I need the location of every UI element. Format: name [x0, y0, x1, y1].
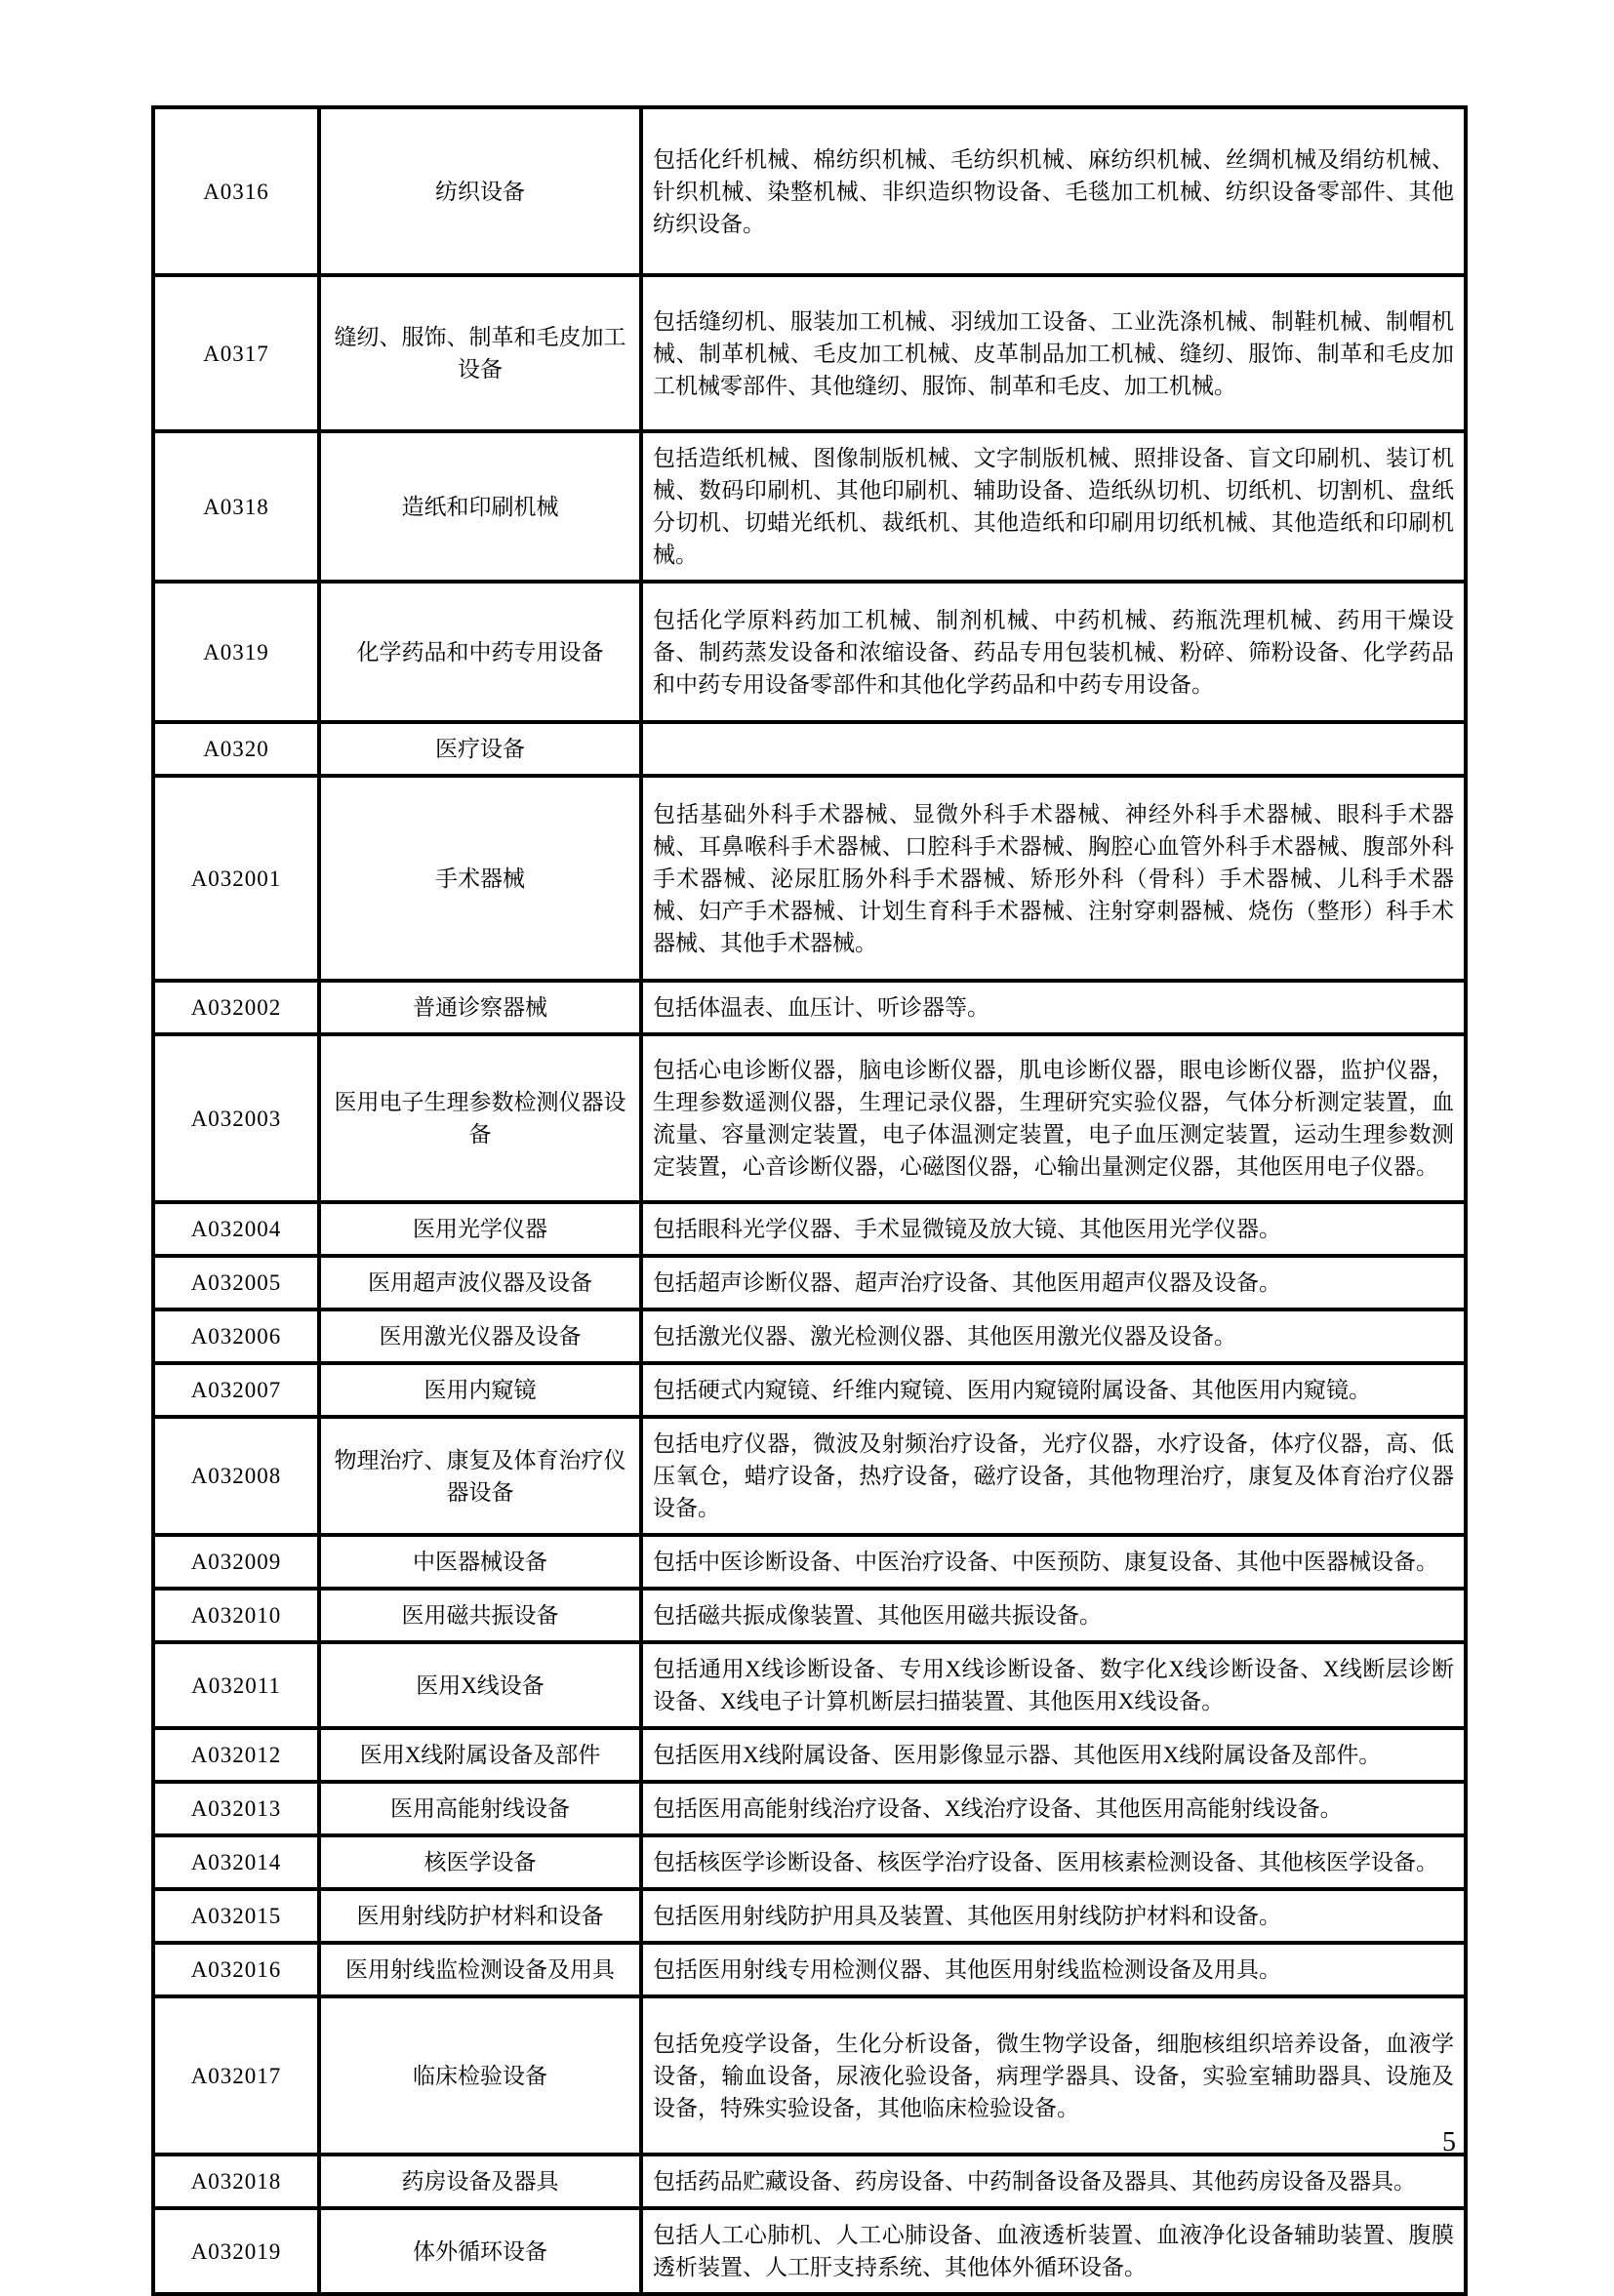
row-code-cell: A032009	[153, 1535, 319, 1589]
table-row	[153, 582, 1466, 722]
row-description-cell: 包括医用射线专用检测仪器、其他医用射线监检测设备及用具。	[641, 1943, 1466, 1996]
table-row	[153, 776, 1466, 981]
table-row	[153, 1782, 1466, 1835]
row-description-cell	[641, 722, 1466, 776]
table-row	[153, 107, 1466, 275]
row-code-cell: A032001	[153, 776, 319, 981]
row-description-cell: 包括医用X线附属设备、医用影像显示器、其他医用X线附属设备及部件。	[641, 1728, 1466, 1782]
table-row	[153, 1996, 1466, 2155]
table-row	[153, 1642, 1466, 1728]
table-row	[153, 2155, 1466, 2208]
row-code-cell: A0320	[153, 722, 319, 776]
page-number: 5	[1442, 2127, 1456, 2157]
table-row	[153, 1256, 1466, 1309]
table-row	[153, 1943, 1466, 1996]
row-name-cell: 普通诊察器械	[319, 981, 641, 1034]
row-code-cell: A032008	[153, 1417, 319, 1535]
row-description-cell: 包括激光仪器、激光检测仪器、其他医用激光仪器及设备。	[641, 1309, 1466, 1363]
row-description-cell: 包括免疫学设备，生化分析设备，微生物学设备，细胞核组织培养设备，血液学设备，输血设备，尿液化验设备，病理学器具、设备，实验室辅助器具、设施及设备，特殊实验设备，其他临床检验设备。	[641, 1996, 1466, 2155]
row-code-cell: A032007	[153, 1363, 319, 1417]
row-description-cell: 包括化学原料药加工机械、制剂机械、中药机械、药瓶洗理机械、药用干燥设备、制药蒸发设备和浓缩设备、药品专用包装机械、粉碎、筛粉设备、化学药品和中药专用设备零部件和其他化学药品和中药专用设备。	[641, 582, 1466, 722]
row-name-cell: 造纸和印刷机械	[319, 431, 641, 582]
row-name-cell: 医用光学仪器	[319, 1202, 641, 1256]
row-description-cell: 包括基础外科手术器械、显微外科手术器械、神经外科手术器械、眼科手术器械、耳鼻喉科手术器械、口腔科手术器械、胸腔心血管外科手术器械、腹部外科手术器械、泌尿肛肠外科手术器械、矫形外科（骨科）手术器械、儿科手术器械、妇产手术器械、计划生育科手术器械、注射穿刺器械、烧伤（整形）科手术器械、其他手术器械。	[641, 776, 1466, 981]
equipment-classification-table	[151, 105, 1468, 2296]
row-name-cell: 药房设备及器具	[319, 2155, 641, 2208]
row-code-cell: A032018	[153, 2155, 319, 2208]
table-row	[153, 1589, 1466, 1642]
row-description-cell: 包括造纸机械、图像制版机械、文字制版机械、照排设备、盲文印刷机、装订机械、数码印刷机、其他印刷机、辅助设备、造纸纵切机、切纸机、切割机、盘纸分切机、切蜡光纸机、裁纸机、其他造纸和印刷用切纸机械、其他造纸和印刷机械。	[641, 431, 1466, 582]
table-row	[153, 1309, 1466, 1363]
row-description-cell: 包括磁共振成像装置、其他医用磁共振设备。	[641, 1589, 1466, 1642]
row-code-cell: A032015	[153, 1889, 319, 1943]
row-description-cell: 包括中医诊断设备、中医治疗设备、中医预防、康复设备、其他中医器械设备。	[641, 1535, 1466, 1589]
table-row	[153, 431, 1466, 582]
row-name-cell: 医用高能射线设备	[319, 1782, 641, 1835]
table-row	[153, 1202, 1466, 1256]
table-row	[153, 275, 1466, 431]
row-name-cell: 中医器械设备	[319, 1535, 641, 1589]
row-code-cell: A032019	[153, 2208, 319, 2294]
row-name-cell: 纺织设备	[319, 107, 641, 275]
row-description-cell: 包括医用高能射线治疗设备、X线治疗设备、其他医用高能射线设备。	[641, 1782, 1466, 1835]
row-code-cell: A032013	[153, 1782, 319, 1835]
table-row	[153, 2208, 1466, 2294]
row-name-cell: 医用磁共振设备	[319, 1589, 641, 1642]
row-description-cell: 包括硬式内窥镜、纤维内窥镜、医用内窥镜附属设备、其他医用内窥镜。	[641, 1363, 1466, 1417]
row-description-cell: 包括核医学诊断设备、核医学治疗设备、医用核素检测设备、其他核医学设备。	[641, 1835, 1466, 1889]
row-code-cell: A032003	[153, 1034, 319, 1202]
row-code-cell: A032012	[153, 1728, 319, 1782]
row-description-cell: 包括眼科光学仪器、手术显微镜及放大镜、其他医用光学仪器。	[641, 1202, 1466, 1256]
row-description-cell: 包括医用射线防护用具及装置、其他医用射线防护材料和设备。	[641, 1889, 1466, 1943]
row-code-cell: A032002	[153, 981, 319, 1034]
row-code-cell: A0317	[153, 275, 319, 431]
row-name-cell: 医用电子生理参数检测仪器设备	[319, 1034, 641, 1202]
row-code-cell: A032005	[153, 1256, 319, 1309]
row-description-cell: 包括超声诊断仪器、超声治疗设备、其他医用超声仪器及设备。	[641, 1256, 1466, 1309]
row-name-cell: 临床检验设备	[319, 1996, 641, 2155]
row-name-cell: 医用射线防护材料和设备	[319, 1889, 641, 1943]
row-name-cell: 医用X线附属设备及部件	[319, 1728, 641, 1782]
row-description-cell: 包括体温表、血压计、听诊器等。	[641, 981, 1466, 1034]
table-row	[153, 1034, 1466, 1202]
row-description-cell: 包括缝纫机、服装加工机械、羽绒加工设备、工业洗涤机械、制鞋机械、制帽机械、制革机械、毛皮加工机械、皮革制品加工机械、缝纫、服饰、制革和毛皮加工机械零部件、其他缝纫、服饰、制革和毛皮、加工机械。	[641, 275, 1466, 431]
row-description-cell: 包括药品贮藏设备、药房设备、中药制备设备及器具、其他药房设备及器具。	[641, 2155, 1466, 2208]
table-row	[153, 1417, 1466, 1535]
row-code-cell: A032010	[153, 1589, 319, 1642]
row-description-cell: 包括电疗仪器，微波及射频治疗设备，光疗仪器，水疗设备，体疗仪器，高、低压氧仓，蜡疗设备，热疗设备，磁疗设备，其他物理治疗，康复及体育治疗仪器设备。	[641, 1417, 1466, 1535]
row-name-cell: 医用超声波仪器及设备	[319, 1256, 641, 1309]
row-name-cell: 医用射线监检测设备及用具	[319, 1943, 641, 1996]
row-code-cell: A032016	[153, 1943, 319, 1996]
row-code-cell: A032017	[153, 1996, 319, 2155]
row-code-cell: A032014	[153, 1835, 319, 1889]
row-name-cell: 体外循环设备	[319, 2208, 641, 2294]
table-row	[153, 981, 1466, 1034]
table-row	[153, 722, 1466, 776]
table-row	[153, 1535, 1466, 1589]
row-name-cell: 医用内窥镜	[319, 1363, 641, 1417]
row-name-cell: 医用激光仪器及设备	[319, 1309, 641, 1363]
row-name-cell: 手术器械	[319, 776, 641, 981]
row-name-cell: 医用X线设备	[319, 1642, 641, 1728]
table-row	[153, 1363, 1466, 1417]
row-code-cell: A032004	[153, 1202, 319, 1256]
row-name-cell: 化学药品和中药专用设备	[319, 582, 641, 722]
row-code-cell: A032006	[153, 1309, 319, 1363]
row-description-cell: 包括通用X线诊断设备、专用X线诊断设备、数字化X线诊断设备、X线断层诊断设备、X线电子计算机断层扫描装置、其他医用X线设备。	[641, 1642, 1466, 1728]
row-name-cell: 医疗设备	[319, 722, 641, 776]
table-row	[153, 1728, 1466, 1782]
row-description-cell: 包括人工心肺机、人工心肺设备、血液透析装置、血液净化设备辅助装置、腹膜透析装置、人工肝支持系统、其他体外循环设备。	[641, 2208, 1466, 2294]
table-row	[153, 1889, 1466, 1943]
row-code-cell: A0319	[153, 582, 319, 722]
row-code-cell: A0316	[153, 107, 319, 275]
row-name-cell: 缝纫、服饰、制革和毛皮加工设备	[319, 275, 641, 431]
row-code-cell: A032011	[153, 1642, 319, 1728]
table-body	[153, 107, 1466, 2294]
row-description-cell: 包括化纤机械、棉纺织机械、毛纺织机械、麻纺织机械、丝绸机械及绢纺机械、针织机械、染整机械、非织造织物设备、毛毯加工机械、纺织设备零部件、其他纺织设备。	[641, 107, 1466, 275]
row-name-cell: 核医学设备	[319, 1835, 641, 1889]
row-description-cell: 包括心电诊断仪器，脑电诊断仪器，肌电诊断仪器，眼电诊断仪器，监护仪器，生理参数遥测仪器，生理记录仪器，生理研究实验仪器，气体分析测定装置，血流量、容量测定装置，电子体温测定装置，电子血压测定装置，运动生理参数测定装置，心音诊断仪器，心磁图仪器，心输出量测定仪器，其他医用电子仪器。	[641, 1034, 1466, 1202]
table-row	[153, 1835, 1466, 1889]
row-code-cell: A0318	[153, 431, 319, 582]
row-name-cell: 物理治疗、康复及体育治疗仪器设备	[319, 1417, 641, 1535]
